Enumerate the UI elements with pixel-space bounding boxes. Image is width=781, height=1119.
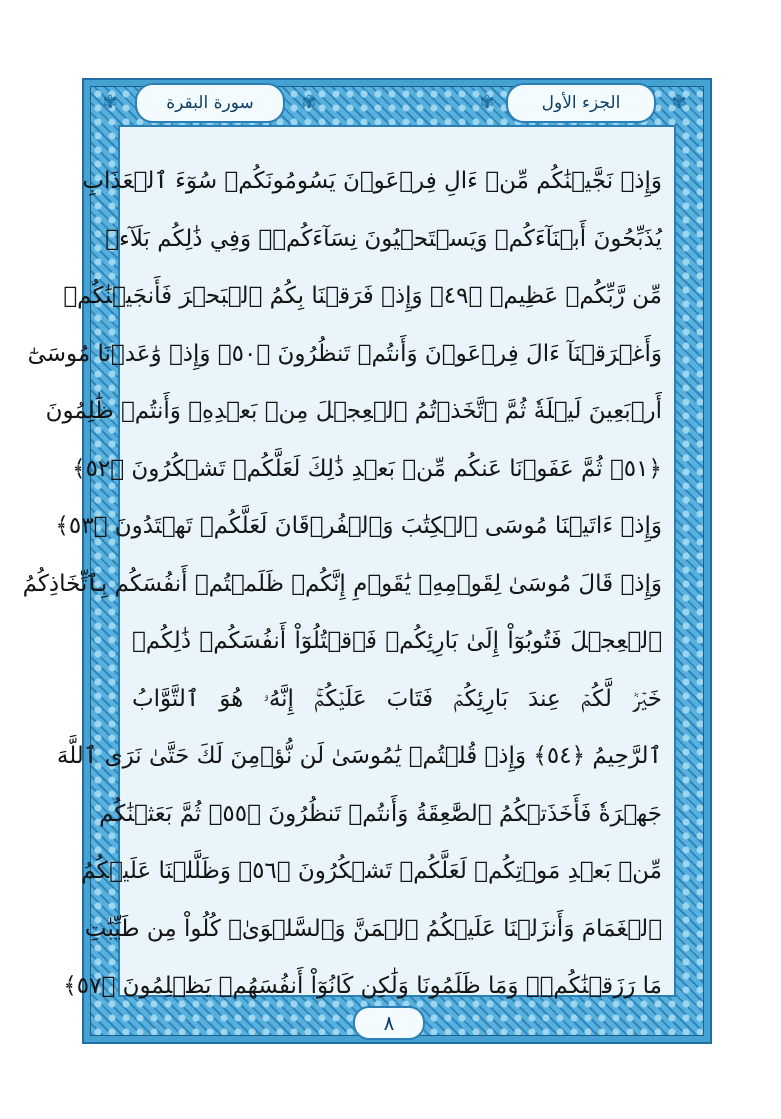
- text-line: وَأَغۡرَقۡنَآ ءَالَ فِرۡعَوۡنَ وَأَنتُمۡ تَنظُرُونَ ﴿٥٠﴾ وَإِذۡ وَٰعَدۡنَا مُوسَىٰٓ: [27, 340, 662, 367]
- ornament-icon: ✾: [301, 92, 317, 113]
- text-line: مَا رَزَقۡنَٰكُمۡۚ وَمَا ظَلَمُونَا وَلَٰكِن كَانُوٓاْ أَنفُسَهُمۡ يَظۡلِمُونَ ﴿٥٧﴾: [63, 973, 662, 999]
- juz-name: الجزء الأول: [541, 93, 621, 113]
- ornament-icon: ✾: [479, 92, 495, 113]
- surah-header: [135, 83, 285, 123]
- page-number: [353, 1006, 425, 1040]
- text-line: جَهۡرَةٗ فَأَخَذَتۡكُمُ ٱلصَّٰعِقَةُ وَأَنتُمۡ تَنظُرُونَ ﴿٥٥﴾ ثُمَّ بَعَثۡنَٰكُم: [99, 800, 662, 827]
- text-line: خَيۡرٞ لَّكُمۡ عِندَ بَارِئِكُمۡ فَتَابَ عَلَيۡكُمۡۚ إِنَّهُۥ هُوَ ٱلتَّوَّابُ: [132, 685, 662, 712]
- ornament-icon: ✾: [102, 92, 118, 113]
- quran-text: [22, 158, 662, 1021]
- text-line: ﴿٥١﴾ ثُمَّ عَفَوۡنَا عَنكُم مِّنۢ بَعۡدِ ذَٰلِكَ لَعَلَّكُمۡ تَشۡكُرُونَ ﴿٥٢﴾: [72, 455, 662, 482]
- text-line: وَإِذۡ قَالَ مُوسَىٰ لِقَوۡمِهِۦ يَٰقَوۡمِ إِنَّكُمۡ ظَلَمۡتُمۡ أَنفُسَكُم بِٱتِّخَاذِكُمُ: [22, 570, 662, 597]
- juz-header: [506, 83, 656, 123]
- text-line: أَرۡبَعِينَ لَيۡلَةٗ ثُمَّ ٱتَّخَذۡتُمُ ٱلۡعِجۡلَ مِنۢ بَعۡدِهِۦ وَأَنتُمۡ ظَٰلِمُونَ: [45, 398, 662, 424]
- text-line: وَإِذۡ ءَاتَيۡنَا مُوسَى ٱلۡكِتَٰبَ وَٱلۡفُرۡقَانَ لَعَلَّكُمۡ تَهۡتَدُونَ ﴿٥٣﴾: [55, 513, 662, 539]
- text-line: يُذَبِّحُونَ أَبۡنَآءَكُمۡ وَيَسۡتَحۡيُونَ نِسَآءَكُمۡۚ وَفِي ذَٰلِكُم بَلَآءٞ: [105, 225, 662, 252]
- text-line: ٱلرَّحِيمُ ﴿٥٤﴾ وَإِذۡ قُلۡتُمۡ يَٰمُوسَىٰ لَن نُّؤۡمِنَ لَكَ حَتَّىٰ نَرَى ٱللَّهَ: [56, 743, 662, 769]
- text-line: ٱلۡغَمَامَ وَأَنزَلۡنَا عَلَيۡكُمُ ٱلۡمَنَّ وَٱلسَّلۡوَىٰۖ كُلُواْ مِن طَيِّبَٰتِ: [84, 915, 662, 942]
- surah-name: سورة البقرة: [166, 93, 254, 113]
- text-line: ٱلۡعِجۡلَ فَتُوبُوٓاْ إِلَىٰ بَارِئِكُمۡ فَٱقۡتُلُوٓاْ أَنفُسَكُمۡ ذَٰلِكُمۡ: [132, 628, 662, 654]
- text-line: مِّن رَّبِّكُمۡ عَظِيمٞ ﴿٤٩﴾ وَإِذۡ فَرَقۡنَا بِكُمُ ٱلۡبَحۡرَ فَأَنجَيۡنَٰكُمۡ: [63, 283, 662, 309]
- text-line: وَإِذۡ نَجَّيۡنَٰكُم مِّنۡ ءَالِ فِرۡعَوۡنَ يَسُومُونَكُمۡ سُوٓءَ ٱلۡعَذَابِ: [82, 168, 662, 194]
- text-line: مِّنۢ بَعۡدِ مَوۡتِكُمۡ لَعَلَّكُمۡ تَشۡكُرُونَ ﴿٥٦﴾ وَظَلَّلۡنَا عَلَيۡكُمُ: [81, 858, 662, 884]
- ornament-icon: ✾: [671, 92, 687, 113]
- page-number-label: ٨: [383, 1011, 395, 1035]
